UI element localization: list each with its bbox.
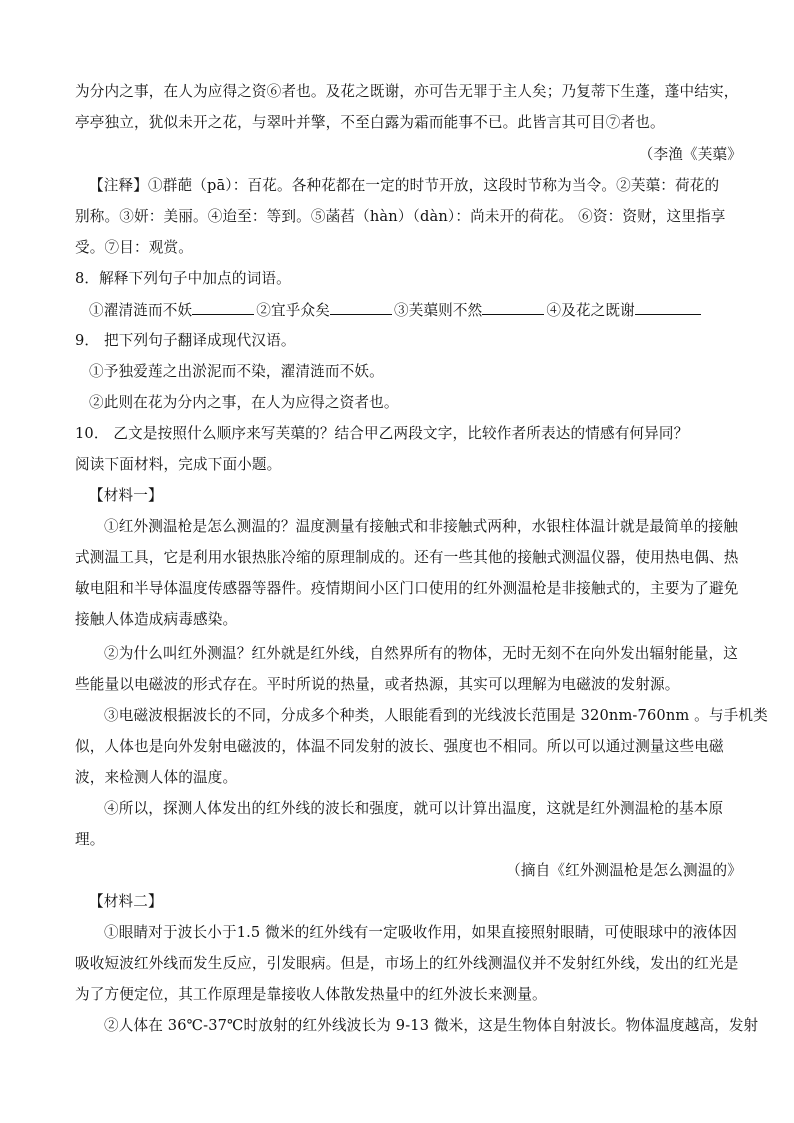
question-9-stem: 9． 把下列句子翻译成现代汉语。 <box>75 332 296 349</box>
answer-blank-2[interactable] <box>330 300 392 315</box>
material-1-p2-line-2: 些能量以电磁波的形式存在。平时所说的热量，或者热源，其实可以理解为电磁波的发射源。 <box>75 676 680 693</box>
question-8-item-1: ①濯清涟而不妖 <box>89 302 193 319</box>
material-1-p1-line-4: 接触人体造成病毒感染。 <box>75 611 238 628</box>
passage-source: （李渔《芙蕖》 <box>638 146 742 163</box>
material-2-p1-line-3: 为了方便定位，其工作原理是靠接收人体散发热量中的红外波长来测量。 <box>75 986 547 1003</box>
material-1-title: 【材料一】 <box>89 487 163 504</box>
question-8-items <box>0 300 794 321</box>
material-1-p1-line-1: ①红外测温枪是怎么测温的？温度测量有接触式和非接触式两种，水银柱体温计就是最简单的接触 <box>104 518 738 535</box>
material-1-p3-line-3: 波，来检测人体的温度。 <box>75 769 238 786</box>
passage-line-1: 为分内之事，在人为应得之资⑥者也。及花之既谢，亦可告无罪于主人矣；乃复蒂下生蓬，蓬中结实， <box>75 83 739 100</box>
answer-blank-4[interactable] <box>635 300 701 315</box>
notes-line-3: 受。⑦目：观赏。 <box>75 239 193 256</box>
question-9-item-1: ①予独爱莲之出淤泥而不染，濯清涟而不妖。 <box>89 363 384 380</box>
material-1-p2-line-1: ②为什么叫红外测温？红外就是红外线，自然界所有的物体，无时无刻不在向外发出辐射能量，这 <box>104 645 738 662</box>
material-2-p1-line-1: ①眼睛对于波长小于1.5 微米的红外线有一定吸收作用，如果直接照射眼睛，可使眼球中的液体因 <box>104 924 737 941</box>
material-1-p4-line-1: ④所以，探测人体发出的红外线的波长和强度，就可以计算出温度，这就是红外测温枪的基本原 <box>104 800 724 817</box>
reading-intro: 阅读下面材料，完成下面小题。 <box>75 456 282 473</box>
material-1-p4-line-2: 理。 <box>75 831 105 848</box>
material-1-p1-line-2: 式测温工具，它是利用水银热胀冷缩的原理制成的。还有一些其他的接触式测温仪器，使用热电偶、热 <box>75 549 739 566</box>
material-1-p3-line-1: ③电磁波根据波长的不同，分成多个种类，人眼能看到的光线波长范围是 320nm-760nm 。与手机类 <box>104 707 768 724</box>
passage-line-2: 亭亭独立，犹似未开之花，与翠叶并擎，不至白露为霜而能事不已。此皆言其可目⑦者也。 <box>75 114 665 131</box>
question-8-item-4: ④及花之既谢 <box>546 302 635 319</box>
answer-blank-1[interactable] <box>192 300 254 315</box>
notes-line-2: 别称。③妍：美丽。④迨至：等到。⑤菡萏（hàn）（dàn）：尚未开的荷花。 ⑥资：资财，这里指享 <box>75 208 726 225</box>
material-1-p3-line-2: 似，人体也是向外发射电磁波的，体温不同发射的波长、强度也不相同。所以可以通过测量这些电磁 <box>75 738 724 755</box>
question-8-stem: 8．解释下列句子中加点的词语。 <box>75 270 291 287</box>
question-9-item-2: ②此则在花为分内之事，在人为应得之资者也。 <box>89 394 399 411</box>
material-2-p1-line-2: 吸收短波红外线而发生反应，引发眼病。但是，市场上的红外线测温仪并不发射红外线，发出的红光是 <box>75 955 739 972</box>
answer-blank-3[interactable] <box>482 300 544 315</box>
notes-line-1: 【注释】①群葩（pā）：百花。各种花都在一定的时节开放，这段时节称为当令。②芙蕖：荷花的 <box>89 177 720 194</box>
question-10-stem: 10． 乙文是按照什么顺序来写芙蕖的？结合甲乙两段文字，比较作者所表达的情感有何异同？ <box>75 425 689 442</box>
material-1-p1-line-3: 敏电阻和半导体温度传感器等器件。疫情期间小区门口使用的红外测温枪是非接触式的，主要为了避免 <box>75 580 739 597</box>
question-8-item-2: ②宜乎众矣 <box>256 302 330 319</box>
material-1-source: （摘自《红外测温枪是怎么测温的》 <box>506 862 742 879</box>
material-2-title: 【材料二】 <box>89 893 163 910</box>
material-2-p2-line-1: ②人体在 36℃-37℃时放射的红外线波长为 9-13 微米，这是生物体自射波长。物体温度越高，发射 <box>104 1017 759 1034</box>
question-8-item-3: ③芙蕖则不然 <box>393 302 483 319</box>
